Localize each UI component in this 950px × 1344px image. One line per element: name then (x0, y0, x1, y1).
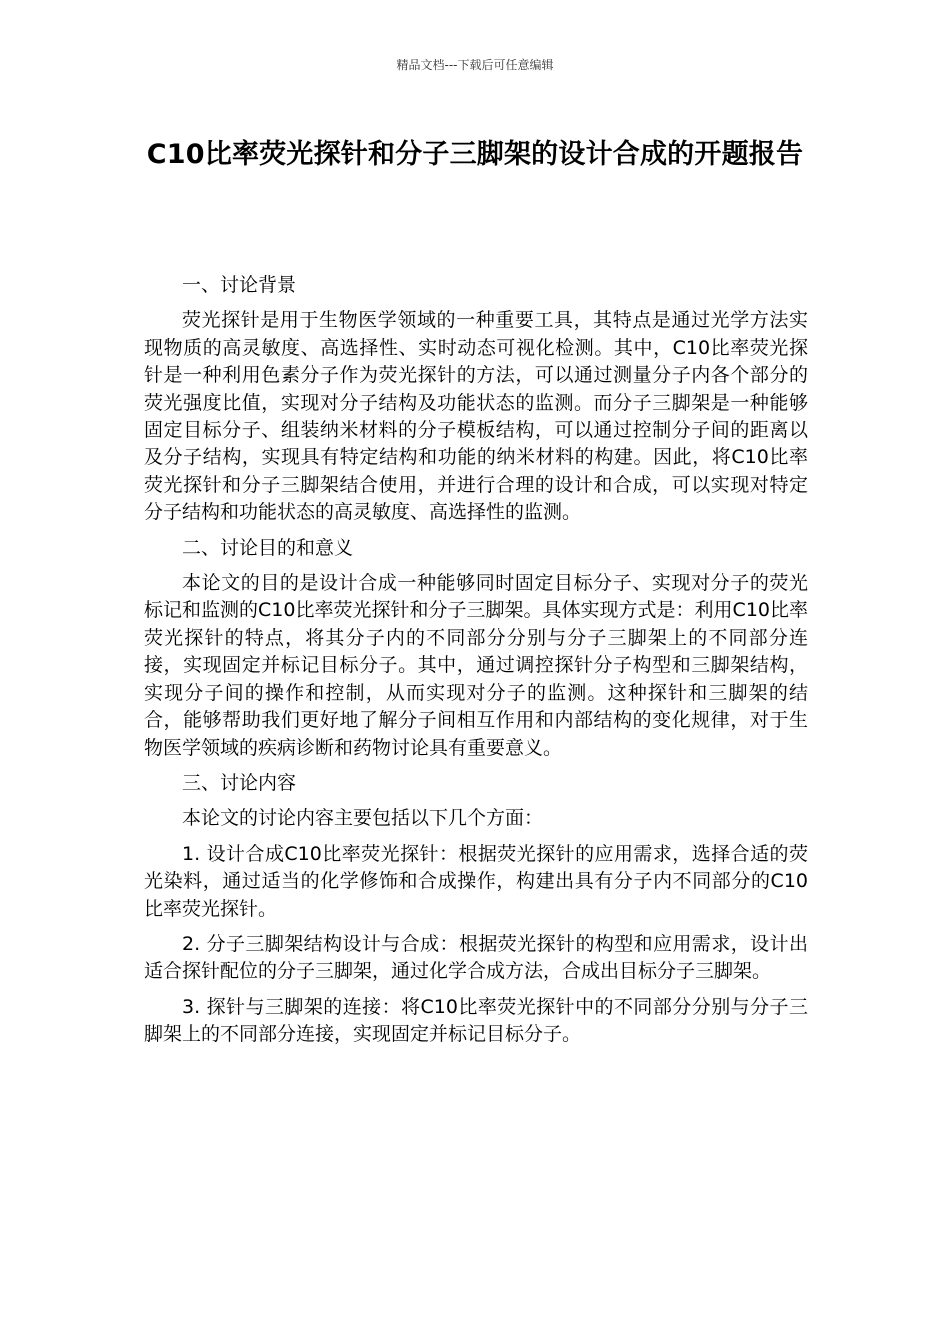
section-heading-purpose: 二、讨论目的和意义 (182, 536, 354, 559)
content-list-item: 3. 探针与三脚架的连接：将C10比率荧光探针中的不同部分分别与分子三脚架上的不同部分连接，实现固定并标记目标分子。 (144, 995, 808, 1046)
document-title: C10比率荧光探针和分子三脚架的设计合成的开题报告 (146, 139, 804, 170)
content-intro-paragraph: 本论文的讨论内容主要包括以下几个方面： (182, 807, 544, 830)
section-heading-content: 三、讨论内容 (182, 771, 297, 794)
content-list-item: 2. 分子三脚架结构设计与合成：根据荧光探针的构型和应用需求，设计出适合探针配位的分子三脚架，通过化学合成方法，合成出目标分子三脚架。 (144, 932, 808, 983)
header-note: 精品文档---下载后可任意编辑 (396, 58, 554, 72)
purpose-paragraph: 本论文的目的是设计合成一种能够同时固定目标分子、实现对分子的荧光标记和监测的C10比率荧光探针和分子三脚架。具体实现方式是：利用C10比率荧光探针的特点，将其分子内的不同部分分别与分子三脚架上的不同部分连接，实现固定并标记目标分子。其中，通过调控探针分子构型和三脚架结构，实现分子间的操作和控制，从而实现对分子的监测。这种探针和三脚架的结合，能够帮助我们更好地了解分子间相互作用和内部结构的变化规律，对于生物医学领域的疾病诊断和药物讨论具有重要意义。 (144, 572, 808, 759)
document-body (144, 272, 808, 1057)
content-list-item: 1. 设计合成C10比率荧光探针：根据荧光探针的应用需求，选择合适的荧光染料，通过适当的化学修饰和合成操作，构建出具有分子内不同部分的C10比率荧光探针。 (144, 842, 808, 920)
section-heading-background: 一、讨论背景 (182, 274, 297, 296)
background-paragraph: 荧光探针是用于生物医学领域的一种重要工具，其特点是通过光学方法实现物质的高灵敏度、高选择性、实时动态可视化检测。其中，C10比率荧光探针是一种利用色素分子作为荧光探针的方法，可以通过测量分子内各个部分的荧光强度比值，实现对分子结构及功能状态的监测。而分子三脚架是一种能够固定目标分子、组装纳米材料的分子模板结构，可以通过控制分子间的距离以及分子结构，实现具有特定结构和功能的纳米材料的构建。因此，将C10比率荧光探针和分子三脚架结合使用，并进行合理的设计和合成，可以实现对特定分子结构和功能状态的高灵敏度、高选择性的监测。 (144, 309, 808, 524)
